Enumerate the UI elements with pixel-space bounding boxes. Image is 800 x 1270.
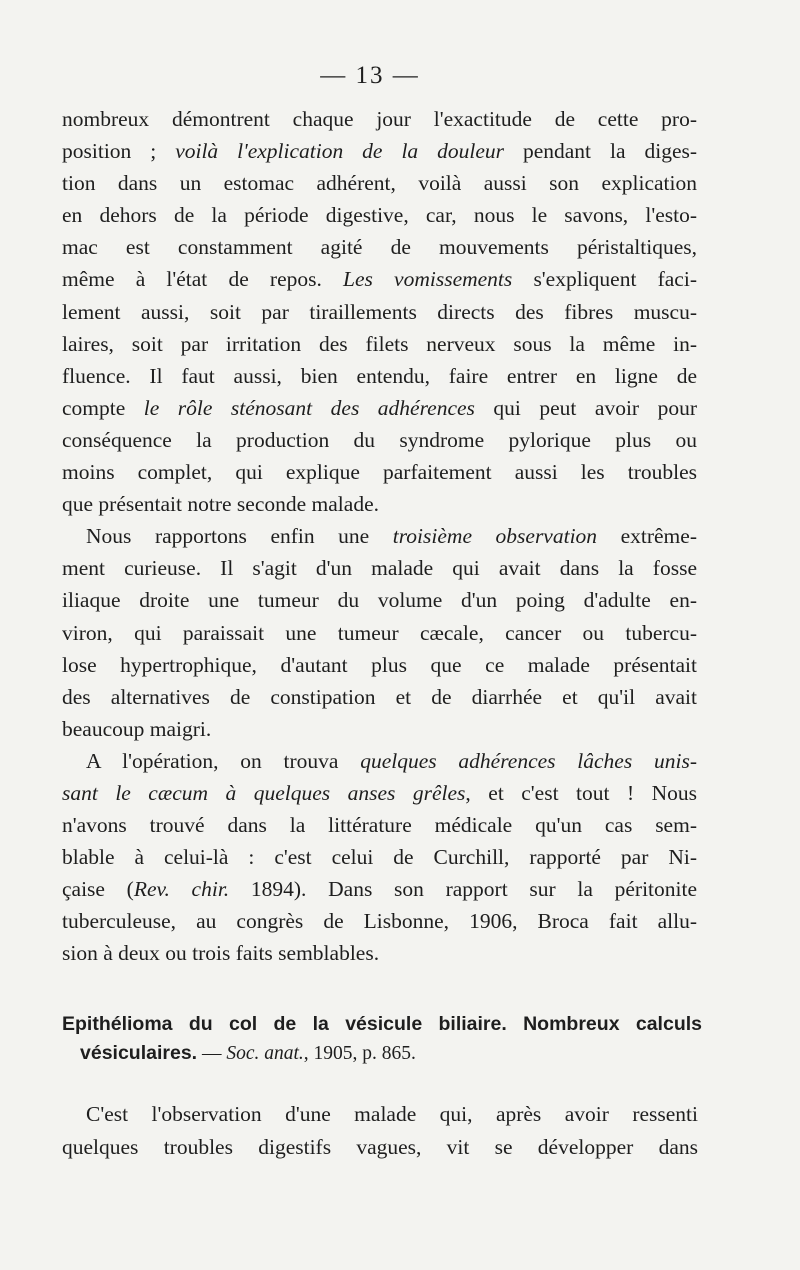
text-segment: 1894). Dans son rapport sur la péritonite (229, 877, 698, 902)
section-heading-line-2 (62, 1039, 702, 1068)
text-segment: qui peut avoir pour (474, 395, 697, 420)
text-line: fluence. Il faut aussi, bien entendu, faire entrer en ligne de (62, 363, 697, 388)
text-segment: extrême- (597, 524, 697, 549)
text-line (62, 745, 697, 777)
main-text (62, 103, 697, 970)
text-segment: Nous rapportons enfin une (86, 524, 393, 549)
text-line (62, 873, 697, 905)
text-line: blable à celui-là : c'est celui de Curchill, rapporté par Ni- (62, 845, 697, 870)
text-line: sion à deux ou trois faits semblables. (62, 941, 380, 966)
text-line: quelques troubles digestifs vagues, vit se développer dans (62, 1135, 698, 1159)
paragraph-3 (62, 745, 697, 970)
text-segment: s'expliquent faci- (512, 267, 697, 292)
text-segment: çaise ( (62, 877, 134, 902)
italic-phrase: Rev. chir. (133, 877, 230, 902)
reference-dash: — (197, 1043, 227, 1064)
section-heading (62, 1010, 702, 1068)
text-segment: pendant la diges- (504, 139, 698, 164)
italic-phrase: Les vomissements (343, 267, 513, 292)
text-line: lose hypertrophique, d'autant plus que ce malade présentait (62, 652, 697, 677)
text-segment: même à l'état de repos. (62, 267, 344, 292)
text-segment: compte (62, 395, 144, 420)
text-line: laires, soit par irritation des filets nerveux sous la même in- (62, 331, 697, 356)
italic-phrase: troisième observation (392, 524, 598, 549)
text-line: iliaque droite une tumeur du volume d'un poing d'adulte en- (62, 588, 697, 613)
italic-phrase: le rôle sténosant des adhérences (143, 395, 475, 420)
reference-journal: Soc. anat. (226, 1043, 304, 1064)
text-line: beaucoup maigri. (62, 716, 212, 741)
paragraph-1 (62, 103, 697, 520)
reference-details: , 1905, p. 865. (303, 1043, 416, 1064)
text-line (62, 263, 697, 295)
text-line: n'avons trouvé dans la littérature médicale qu'un cas sem- (62, 813, 697, 838)
text-line: en dehors de la période digestive, car, nous le savons, l'esto- (62, 203, 697, 228)
text-line: ment curieuse. Il s'agit d'un malade qui avait dans la fosse (62, 556, 697, 581)
page-number: — 13 — (320, 62, 420, 89)
text-line: moins complet, qui explique parfaitement aussi les troubles (62, 460, 697, 485)
text-line: viron, qui paraissait une tumeur cæcale, cancer ou tubercu- (62, 620, 697, 645)
italic-phrase: quelques adhérences lâches unis- (360, 748, 697, 773)
text-line (62, 520, 697, 552)
text-line: lement aussi, soit par tiraillements directs des fibres muscu- (62, 299, 697, 324)
text-segment: A l'opération, on trouva (86, 748, 361, 773)
text-line (62, 392, 697, 424)
text-line: conséquence la production du syndrome pylorique plus ou (62, 427, 697, 452)
text-line: C'est l'observation d'une malade qui, après avoir ressenti (86, 1102, 698, 1126)
paragraph-2 (62, 520, 697, 745)
section-heading-line-1: Epithélioma du col de la vésicule biliaire. Nombreux calculs (62, 1013, 702, 1035)
text-segment: position ; (62, 139, 176, 164)
text-segment: , et c'est tout ! Nous (465, 780, 697, 805)
text-line: tuberculeuse, au congrès de Lisbonne, 1906, Broca fait allu- (62, 909, 697, 934)
text-line: nombreux démontrent chaque jour l'exactitude de cette pro- (62, 107, 697, 131)
text-line (62, 135, 697, 167)
paragraph-4 (62, 1098, 698, 1164)
italic-phrase: voilà l'explication de la douleur (175, 139, 505, 164)
text-line (62, 777, 697, 809)
section-heading-title-end: vésiculaires. (80, 1042, 198, 1064)
text-line: mac est constamment agité de mouvements péristaltiques, (62, 235, 697, 260)
text-line: des alternatives de constipation et de diarrhée et qu'il avait (62, 684, 697, 709)
text-line: que présentait notre seconde malade. (62, 492, 379, 517)
italic-phrase: sant le cæcum à quelques anses grêles (62, 780, 466, 805)
text-line: tion dans un estomac adhérent, voilà aussi son explication (62, 171, 697, 196)
